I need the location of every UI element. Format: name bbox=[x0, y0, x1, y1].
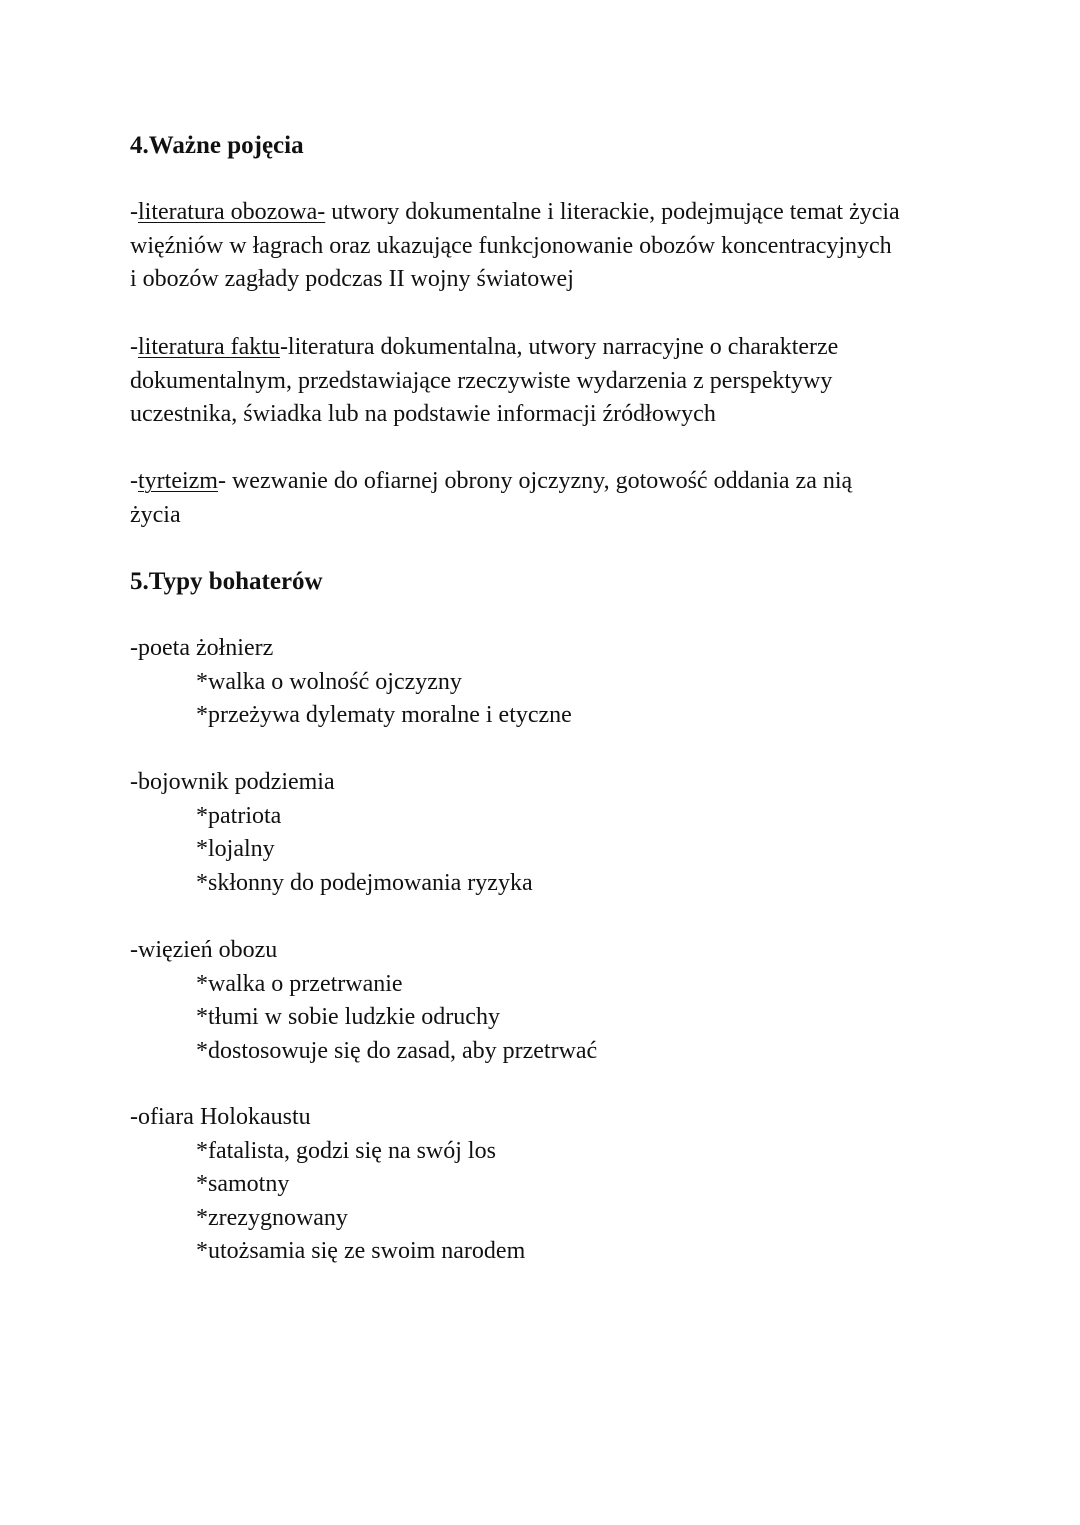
hero-trait: *lojalny bbox=[196, 836, 275, 862]
hero-trait: *fatalista, godzi się na swój los bbox=[196, 1137, 496, 1164]
hero-trait: *walka o przetrwanie bbox=[196, 970, 403, 997]
hero-type-bojownik-podziemia bbox=[130, 766, 533, 900]
hero-trait: *tłumi w sobie ludzkie odruchy bbox=[196, 1004, 500, 1030]
hero-type-name: -ofiara Holokaustu bbox=[130, 1104, 311, 1130]
hero-trait: *zrezygnowany bbox=[196, 1204, 348, 1231]
hero-trait: *utożsamia się ze swoim narodem bbox=[196, 1238, 526, 1264]
term-literatura-faktu: literatura faktu bbox=[138, 334, 280, 360]
hero-type-name: -poeta żołnierz bbox=[130, 635, 274, 661]
term-tyrteizm: tyrteizm bbox=[138, 468, 218, 494]
hero-type-wiezien-obozu bbox=[130, 934, 597, 1068]
hero-type-poeta-zolnierz bbox=[130, 632, 572, 733]
hero-trait: *przeżywa dylematy moralne i etyczne bbox=[196, 702, 572, 728]
definition-dash: - bbox=[130, 468, 138, 494]
hero-type-name: -bojownik podziemia bbox=[130, 769, 335, 795]
hero-trait: *walka o wolność ojczyzny bbox=[196, 668, 462, 695]
definition-literatura-faktu bbox=[130, 331, 960, 432]
hero-trait: *skłonny do podejmowania ryzyka bbox=[196, 869, 533, 896]
hero-type-ofiara-holokaustu bbox=[130, 1101, 525, 1269]
hero-trait: *samotny bbox=[196, 1171, 290, 1197]
definition-text: - wezwanie do ofiarnej obrony ojczyzny, gotowość oddania za nią bbox=[217, 468, 853, 494]
definition-text: życia bbox=[130, 501, 181, 528]
definition-dash: - bbox=[130, 334, 138, 360]
definition-dash: - bbox=[130, 199, 138, 225]
term-literatura-obozowa: literatura obozowa- bbox=[138, 199, 326, 225]
hero-type-name: -więzień obozu bbox=[130, 937, 278, 963]
definition-text: więźniów w łagrach oraz ukazujące funkcjonowanie obozów koncentracyjnych bbox=[130, 232, 892, 259]
definition-text: dokumentalnym, przedstawiające rzeczywiste wydarzenia z perspektywy bbox=[130, 367, 833, 394]
definition-text: -literatura dokumentalna, utwory narracyjne o charakterze bbox=[279, 334, 839, 360]
definition-text: utwory dokumentalne i literackie, podejmujące temat życia bbox=[325, 199, 900, 225]
section-5-heading: 5.Typy bohaterów bbox=[130, 568, 323, 595]
definition-text: i obozów zagłady podczas II wojny światowej bbox=[130, 266, 574, 292]
definition-tyrteizm bbox=[130, 465, 960, 532]
hero-trait: *patriota bbox=[196, 802, 282, 829]
section-4-heading: 4.Ważne pojęcia bbox=[130, 132, 304, 159]
definition-text: uczestnika, świadka lub na podstawie informacji źródłowych bbox=[130, 401, 716, 427]
hero-trait: *dostosowuje się do zasad, aby przetrwać bbox=[196, 1037, 598, 1064]
definition-literatura-obozowa bbox=[130, 196, 960, 297]
